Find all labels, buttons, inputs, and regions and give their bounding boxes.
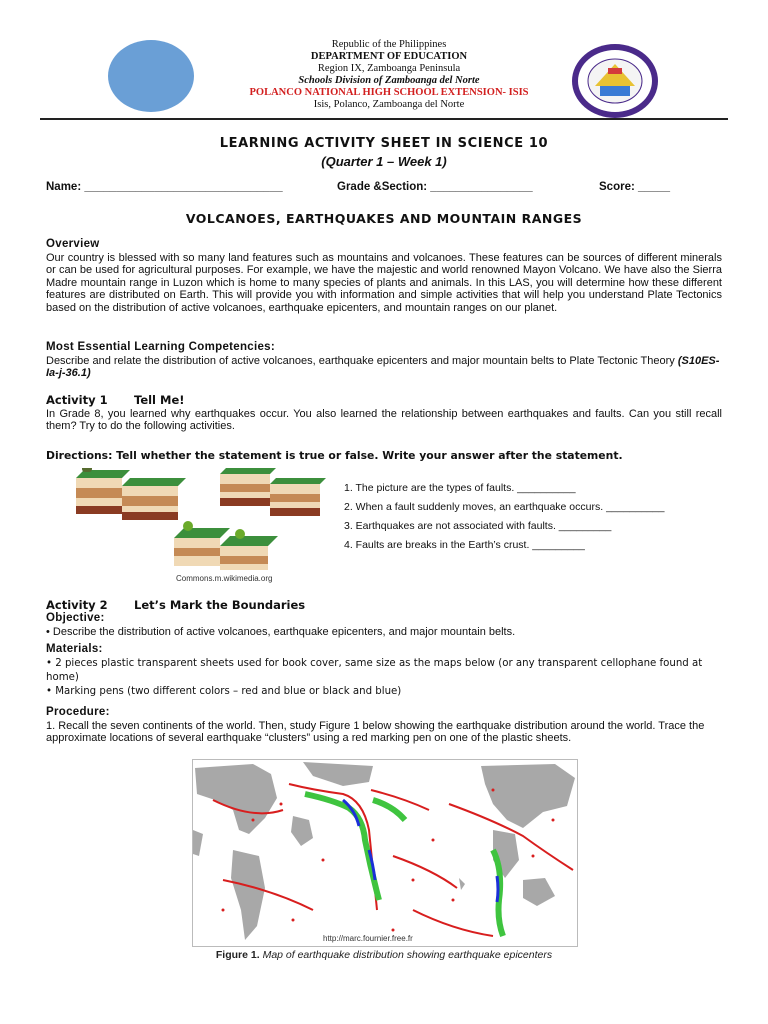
activity1-directions: Directions: Tell whether the statement is true or false. Write your answer after the statement. bbox=[46, 449, 623, 462]
school-logo-placeholder bbox=[108, 40, 194, 112]
overview-text: Our country is blessed with so many land features such as mountains and volcanoes. These features can be sources of different minerals or can be used for agricultural purposes. For example, we have the majestic and world renowned Mayon Volcano. We have also the Sierra Madre mountain range in Luzon which is home to many species of plants and animals. In this LAS, you will determine how these different features are distributed on Earth. This will provide you with information and simple activities that will help you understand Plate Tectonics based on the distribution of active volcanoes, earthquake epicenters, and mountain ranges on our planet. bbox=[46, 252, 722, 314]
material-item: • 2 pieces plastic transparent sheets used for book cover, same size as the maps below (or any transparent cellophane found at home) bbox=[46, 658, 703, 683]
normal-fault-block bbox=[76, 468, 186, 520]
title-block bbox=[40, 136, 728, 169]
earthquake-map bbox=[192, 759, 578, 947]
reverse-fault-block bbox=[220, 468, 326, 516]
map-source: http://marc.fournier.free.fr bbox=[323, 934, 413, 943]
grade-section-field[interactable]: Grade &Section: ________________ bbox=[337, 181, 533, 193]
competencies-text bbox=[46, 355, 722, 380]
procedure-heading: Procedure: bbox=[46, 706, 110, 718]
score-field[interactable]: Score: _____ bbox=[599, 181, 670, 193]
topic-heading: VOLCANOES, EARTHQUAKES AND MOUNTAIN RANGES bbox=[185, 211, 583, 226]
procedure-text: 1. Recall the seven continents of the world. Then, study Figure 1 below showing the earthquake distribution around the world. Trace the approximate locations of several earthquake “clusters” using a red marking pen on one of the plastic sheets. bbox=[46, 720, 705, 745]
republic-line: Republic of the Philippines bbox=[331, 39, 447, 50]
header-rule bbox=[40, 118, 728, 120]
strike-slip-fault-block bbox=[174, 521, 278, 570]
statement-list bbox=[344, 479, 724, 555]
statement-item: 3. Earthquakes are not associated with faults. _________ bbox=[344, 520, 612, 532]
department-line: DEPARTMENT OF EDUCATION bbox=[310, 51, 468, 62]
activity2-label: Activity 2 bbox=[46, 598, 108, 612]
activity2-title: Let’s Mark the Boundaries bbox=[134, 598, 306, 612]
figure-label: Figure 1. bbox=[215, 949, 260, 961]
quarter-week: (Quarter 1 – Week 1) bbox=[321, 154, 447, 169]
address-line: Isis, Polanco, Zamboanga del Norte bbox=[313, 99, 465, 110]
figure-caption bbox=[192, 949, 576, 961]
competencies-heading: Most Essential Learning Competencies: bbox=[46, 341, 276, 353]
statement-item: 4. Faults are breaks in the Earth’s crust. _________ bbox=[344, 539, 585, 551]
objective-text: • Describe the distribution of active volcanoes, earthquake epicenters, and major mountain belts. bbox=[46, 626, 516, 638]
image-credit: Commons.m.wikimedia.org bbox=[176, 574, 273, 583]
statement-item: 2. When a fault suddenly moves, an earthquake occurs. __________ bbox=[344, 501, 665, 513]
overview-heading: Overview bbox=[46, 238, 100, 250]
region-line: Region IX, Zamboanga Peninsula bbox=[317, 63, 461, 74]
letterhead bbox=[190, 39, 588, 111]
deped-seal bbox=[570, 42, 660, 120]
name-field[interactable]: Name: _______________________________ bbox=[46, 181, 283, 193]
page-title: LEARNING ACTIVITY SHEET IN SCIENCE 10 bbox=[219, 136, 549, 151]
objective-heading: Objective: bbox=[46, 612, 105, 624]
statement-item: 1. The picture are the types of faults. __________ bbox=[344, 482, 576, 494]
figure-caption-text: Map of earthquake distribution showing earthquake epicenters bbox=[259, 949, 553, 961]
activity1-intro: In Grade 8, you learned why earthquakes occur. You also learned the relationship between earthquakes and faults. Can you still recall them? Try to do the following activities. bbox=[46, 408, 722, 433]
material-item: • Marking pens (two different colors – red and blue or black and blue) bbox=[46, 686, 402, 697]
competencies-description: Describe and relate the distribution of active volcanoes, earthquake epicenters and major mountain belts to Plate Tectonic Theory bbox=[46, 355, 678, 367]
materials-heading: Materials: bbox=[46, 643, 103, 655]
competency-code: (S10ES-Ia-j-36.1) bbox=[46, 355, 720, 380]
division-line: Schools Division of Zamboanga del Norte bbox=[298, 75, 480, 86]
materials-list bbox=[46, 657, 722, 699]
faults-illustration bbox=[70, 468, 338, 590]
activity1-title: Tell Me! bbox=[134, 393, 185, 407]
activity1-label: Activity 1 bbox=[46, 393, 108, 407]
school-line: POLANCO NATIONAL HIGH SCHOOL EXTENSION- ISIS bbox=[249, 87, 529, 98]
